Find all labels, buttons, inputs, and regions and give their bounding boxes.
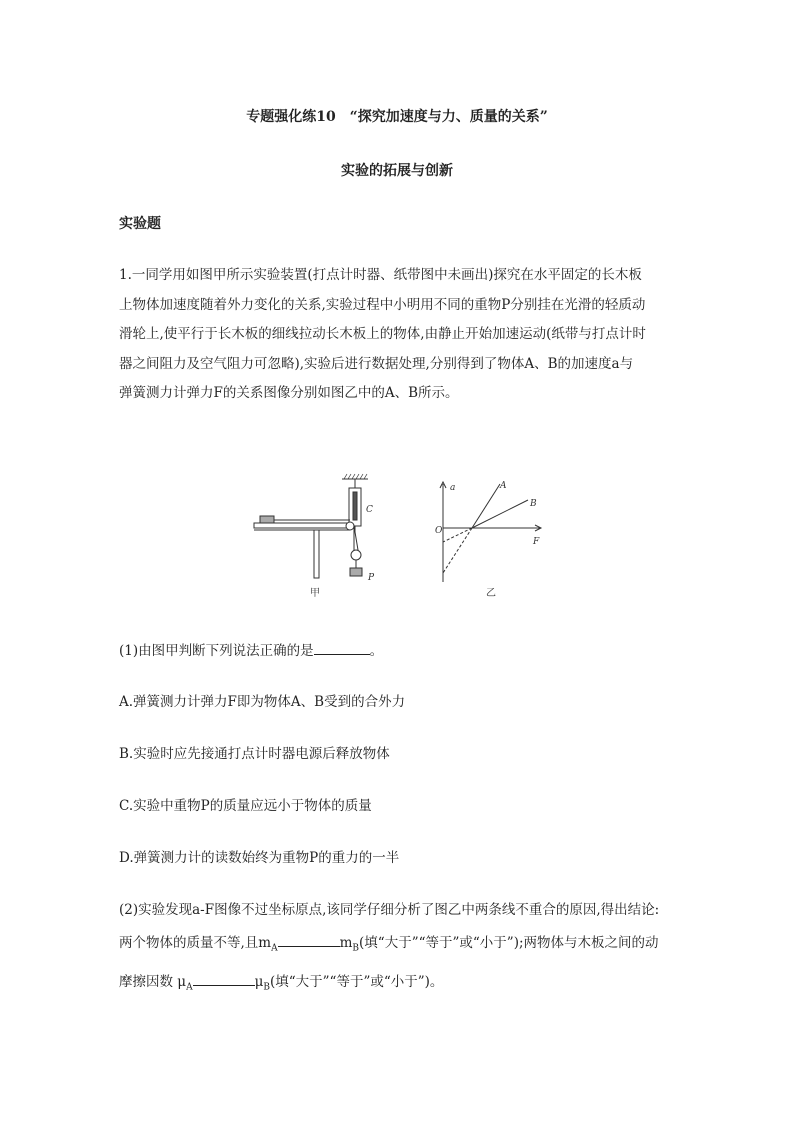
line-b-extension: [443, 528, 472, 542]
stem-line: 器之间阻力及空气阻力可忽略),实验后进行数据处理,分别得到了物体A、B的加速度a与: [119, 355, 634, 372]
stem-line: 1.一同学用如图甲所示实验装置(打点计时器、纸带图中未画出)探究在水平固定的长木板: [119, 267, 642, 283]
option-a: A.弹簧测力计弹力F即为物体A、B受到的合外力: [119, 694, 406, 710]
option-c: C.实验中重物P的质量应远小于物体的质量: [119, 798, 372, 814]
part-2-text: 两个物体的质量不等,且m: [119, 935, 272, 951]
label-p: P: [368, 573, 375, 583]
stem-line: 滑轮上,使平行于长木板的细线拉动长木板上的物体,由静止开始加速运动(纸带与打点计时: [119, 326, 646, 342]
answer-blank-1[interactable]: [314, 642, 370, 655]
long-board: [254, 523, 350, 528]
scale-indicator: [353, 492, 357, 520]
option-b: B.实验时应先接通打点计时器电源后释放物体: [119, 746, 390, 762]
fixed-pulley: [346, 522, 354, 530]
part-2-text: (填“大于”“等于”或“小于”)。: [269, 973, 444, 990]
caption-jia: 甲: [310, 588, 320, 599]
part-2: [119, 894, 689, 1004]
stem-line: 弹簧测力计弹力F的关系图像分别如图乙中的A、B所示。: [119, 385, 459, 401]
part-1-prompt-text: (1)由图甲判断下列说法正确的是: [119, 643, 314, 659]
experiment-figure: [250, 470, 550, 605]
subscript-b: B: [352, 943, 360, 954]
part-2-line-2: [119, 927, 689, 966]
answer-blank-mass[interactable]: [278, 934, 340, 947]
part-2-line-1: (2)实验发现a-F图像不过坐标原点,该同学仔细分析了图乙中两条线不重合的原因,得出结论:: [119, 902, 660, 918]
mass-b: m: [339, 935, 353, 951]
part-2-text: 摩擦因数 μ: [119, 973, 187, 990]
label-c: C: [366, 505, 373, 515]
apparatus-diagram: [254, 474, 368, 578]
block-object: [260, 516, 274, 523]
weight-p: [350, 568, 362, 576]
ceiling-hatch: [344, 474, 367, 479]
subscript-b: B: [263, 982, 270, 993]
part-1-prompt: [119, 639, 383, 659]
answer-blank-friction[interactable]: [193, 973, 255, 986]
line-b-label: B: [530, 499, 537, 509]
section-label: 实验题: [119, 216, 161, 232]
caption-yi: 乙: [486, 588, 496, 599]
subscript-a: A: [186, 982, 193, 993]
part-2-line-3: [119, 966, 689, 1005]
axis-f-label: F: [533, 537, 540, 547]
af-graph: [440, 482, 541, 582]
option-d: D.弹簧测力计的读数始终为重物P的重力的一半: [119, 850, 400, 866]
part-1-prompt-end: 。: [369, 643, 384, 659]
mu-b: μ: [254, 973, 264, 990]
movable-pulley: [351, 550, 361, 560]
subscript-a: A: [271, 943, 278, 954]
part-2-text: (填“大于”“等于”或“小于”);两物体与木板之间的动: [359, 935, 659, 951]
origin-label: O: [435, 526, 443, 536]
axis-a-label: a: [450, 483, 456, 493]
line-a-label: A: [500, 481, 507, 491]
page-title: 专题强化练10 “探究加速度与力、质量的关系”: [246, 109, 548, 125]
question-1-stem: [119, 261, 684, 409]
table-leg: [314, 530, 319, 578]
stem-line: 上物体加速度随着外力变化的关系,实验过程中小明用不同的重物P分别挂在光滑的轻质动: [119, 296, 646, 313]
page-subtitle: 实验的拓展与创新: [341, 163, 453, 179]
